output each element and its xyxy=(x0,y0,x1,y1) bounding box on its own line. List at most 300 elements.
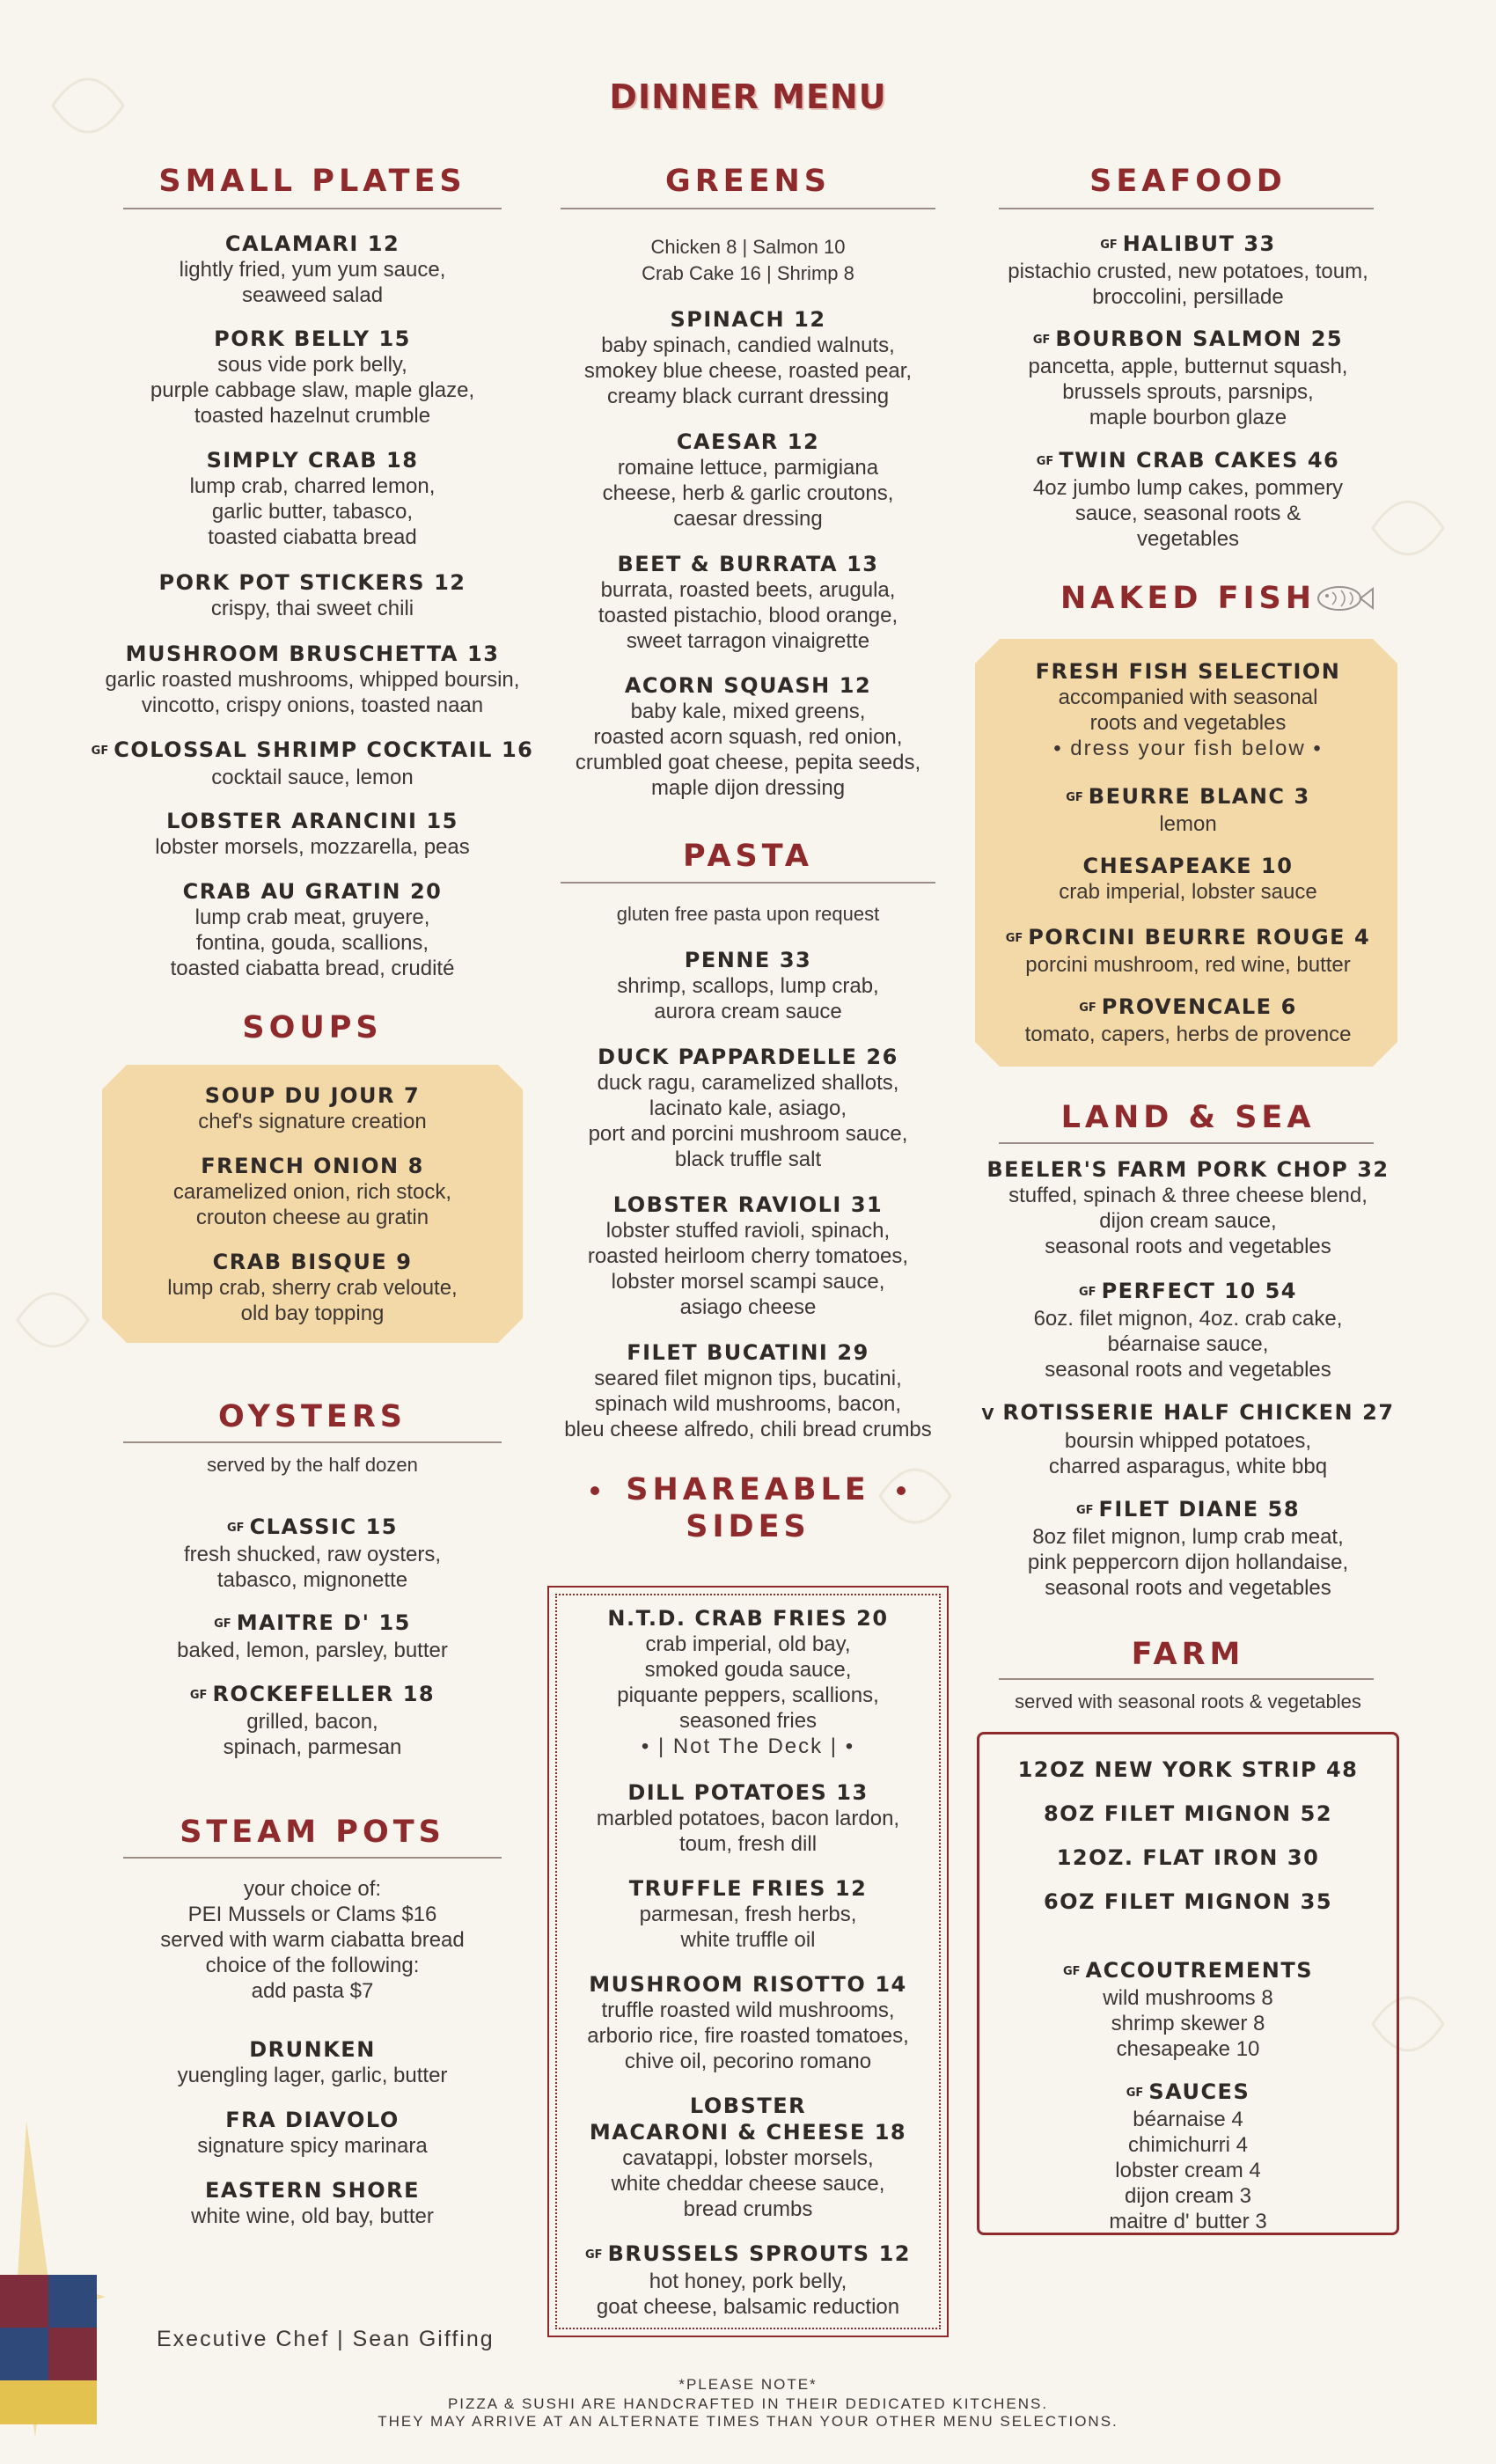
menu-item xyxy=(959,853,1417,905)
intro-line: choice of the following: xyxy=(205,1954,420,1977)
vegetarian-tag: V xyxy=(981,1405,994,1424)
item-desc: caramelized onion, rich stock, xyxy=(172,1180,452,1204)
item-desc: cocktail sauce, lemon xyxy=(211,766,414,789)
item-desc: roasted acorn squash, red onion, xyxy=(593,725,903,749)
item-desc: crumbled goat cheese, pepita seeds, xyxy=(575,751,921,774)
item-name: FILET BUCATINI xyxy=(627,1340,829,1365)
gluten-free-tag: GF xyxy=(1079,1286,1096,1299)
menu-item xyxy=(959,783,1417,837)
item-desc: boursin whipped potatoes, xyxy=(1064,1429,1312,1453)
menu-item xyxy=(959,1399,1417,1479)
item-desc: lump crab, sherry crab veloute, xyxy=(167,1276,458,1300)
item-desc: lemon xyxy=(1159,812,1217,836)
gluten-free-tag: GF xyxy=(1032,334,1051,347)
menu-item xyxy=(959,231,1417,310)
item-desc: tabasco, mignonette xyxy=(216,1568,408,1592)
item-desc: piquante peppers, scallions, xyxy=(617,1683,879,1707)
item-desc: romaine lettuce, parmigiana xyxy=(617,456,879,480)
item-name: TWIN CRAB CAKES xyxy=(1059,448,1299,473)
item-desc: port and porcini mushroom sauce, xyxy=(588,1122,908,1146)
item-desc: tomato, capers, herbs de provence xyxy=(1024,1023,1352,1046)
item-price: 12 xyxy=(434,570,466,595)
item-desc: caesar dressing xyxy=(673,507,823,531)
gluten-free-tag: GF xyxy=(1005,932,1023,945)
oysters-note: served by the half dozen xyxy=(207,1454,418,1476)
item-name: PORCINI BEURRE ROUGE xyxy=(1028,925,1346,950)
item-desc: 4oz jumbo lump cakes, pommery xyxy=(1032,476,1344,500)
item-price: 46 xyxy=(1307,448,1340,473)
menu-item xyxy=(537,1192,959,1320)
heading-line: SIDES xyxy=(686,1509,810,1544)
gluten-free-tag: GF xyxy=(1075,1504,1094,1517)
item-desc: vincotto, crispy onions, toasted naan xyxy=(141,693,484,717)
divider xyxy=(561,208,935,209)
item-name: ACCOUTREMENTS xyxy=(1085,1958,1314,1983)
item-desc: • | Not The Deck | • xyxy=(641,1734,855,1758)
item-desc: burrata, roasted beets, arugula, xyxy=(600,578,896,602)
item-desc: smoked gouda sauce, xyxy=(644,1658,852,1682)
item-desc: creamy black currant dressing xyxy=(606,385,890,408)
item-price: 18 xyxy=(402,1682,436,1706)
item-price: 7 xyxy=(403,1083,421,1108)
item-price: 3 xyxy=(1294,784,1310,809)
item-desc: sauce, seasonal roots & xyxy=(1074,502,1302,525)
item-desc: bread crumbs xyxy=(683,2197,813,2221)
item-desc: chef's signature creation xyxy=(198,1110,427,1133)
menu-item xyxy=(70,808,554,860)
farm-heading: FARM xyxy=(1131,1637,1245,1672)
item-desc: asiago cheese xyxy=(679,1295,817,1319)
item-name: ROTISSERIE HALF CHICKEN xyxy=(1002,1400,1354,1425)
item-desc: roasted heirloom cherry tomatoes, xyxy=(587,1244,909,1268)
divider xyxy=(123,1441,502,1443)
item-name: DUCK PAPPARDELLE xyxy=(598,1045,858,1069)
item-name: CRAB BISQUE xyxy=(212,1250,388,1274)
intro-line: your choice of: xyxy=(243,1877,382,1901)
item-price: 54 xyxy=(1265,1279,1297,1303)
item-desc: spinach wild mushrooms, bacon, xyxy=(594,1392,902,1416)
item-desc: roots and vegetables xyxy=(1089,711,1287,735)
gluten-free-tag: GF xyxy=(1066,791,1083,804)
item-desc: sous vide pork belly, xyxy=(217,353,407,377)
item-desc: parmesan, fresh herbs, xyxy=(639,1903,857,1926)
item-price: 12 xyxy=(839,673,872,698)
gluten-free-tag: GF xyxy=(1062,1965,1081,1978)
item-desc: 6oz. filet mignon, 4oz. crab cake, xyxy=(1033,1307,1343,1331)
menu-item xyxy=(959,1156,1417,1259)
addon-line: Chicken 8 | Salmon 10 xyxy=(650,236,846,258)
menu-item xyxy=(70,878,554,981)
item-name: SAUCES xyxy=(1148,2079,1250,2104)
item-price: 58 xyxy=(1267,1497,1301,1522)
item-desc: white cheddar cheese sauce, xyxy=(611,2172,885,2196)
item-desc: sweet tarragon vinaigrette xyxy=(626,629,870,653)
item-name: SOUP DU JOUR xyxy=(204,1083,395,1108)
item-price: 12 xyxy=(794,307,826,332)
item-price: 4 xyxy=(1354,925,1371,950)
menu-item xyxy=(537,1971,959,2074)
item-desc: maitre d' butter 3 xyxy=(1109,2210,1267,2233)
item-desc: garlic butter, tabasco, xyxy=(211,500,414,524)
intro-line: served with warm ciabatta bread xyxy=(160,1928,465,1952)
item-price: 29 xyxy=(837,1340,869,1365)
steam-pots-intro xyxy=(70,1876,554,2004)
item-desc: baby spinach, candied walnuts, xyxy=(601,334,895,357)
item-name: TRUFFLE FRIES xyxy=(628,1876,826,1901)
item-desc: cheese, herb & garlic croutons, xyxy=(602,481,894,505)
item-desc: old bay topping xyxy=(240,1302,385,1325)
gluten-free-tag: GF xyxy=(189,1689,208,1702)
menu-item xyxy=(70,1153,554,1230)
item-desc: brussels sprouts, parsnips, xyxy=(1062,380,1314,404)
item-name: FRENCH ONION xyxy=(201,1154,400,1178)
item-name: FILET DIANE xyxy=(1098,1497,1259,1522)
item-desc: lacinato kale, asiago, xyxy=(649,1096,847,1120)
menu-item xyxy=(537,947,959,1024)
item-desc: toasted ciabatta bread xyxy=(208,525,417,549)
menu-item xyxy=(70,1249,554,1326)
gluten-free-tag: GF xyxy=(1100,238,1118,252)
item-price: 15 xyxy=(426,809,458,833)
steak-name: 6OZ FILET MIGNON xyxy=(1043,1889,1292,1914)
item-price: 15 xyxy=(378,1610,411,1635)
executive-chef: Executive Chef | Sean Giffing xyxy=(157,2327,495,2351)
item-name: HALIBUT xyxy=(1122,231,1236,256)
item-price: 18 xyxy=(386,448,419,473)
item-desc: bleu cheese alfredo, chili bread crumbs xyxy=(564,1418,932,1441)
intro-line: PEI Mussels or Clams $16 xyxy=(187,1903,437,1926)
item-desc: lump crab, charred lemon, xyxy=(189,474,436,498)
intro-line: add pasta $7 xyxy=(251,1979,374,2003)
dot-ornament xyxy=(590,1486,599,1495)
item-price: 14 xyxy=(875,1972,907,1997)
heading-line: SHAREABLE xyxy=(626,1472,870,1507)
item-name: CHESAPEAKE xyxy=(1082,854,1253,878)
item-desc: hot honey, pork belly, xyxy=(649,2270,847,2293)
accoutrements xyxy=(959,1957,1417,2062)
item-desc: black truffle salt xyxy=(674,1148,822,1171)
gluten-free-tag: GF xyxy=(1079,1001,1096,1015)
item-desc: toasted pistachio, blood orange, xyxy=(598,604,898,627)
item-desc: lobster stuffed ravioli, spinach, xyxy=(605,1219,891,1243)
item-name: MUSHROOM BRUSCHETTA xyxy=(125,642,458,666)
divider xyxy=(561,882,935,884)
item-name: CLASSIC xyxy=(249,1514,357,1539)
item-price: 33 xyxy=(779,948,812,972)
item-desc: béarnaise sauce, xyxy=(1107,1332,1269,1356)
item-desc: seared filet mignon tips, bucatini, xyxy=(594,1367,902,1390)
item-name: FRA DIAVOLO xyxy=(225,2108,400,2132)
item-price: 6 xyxy=(1280,994,1297,1019)
divider xyxy=(123,208,502,209)
item-desc: vegetables xyxy=(1136,527,1240,551)
item-name: DILL POTATOES xyxy=(627,1780,828,1805)
small-plates-heading: SMALL PLATES xyxy=(158,164,466,199)
greens-heading: GREENS xyxy=(665,164,831,199)
item-desc: crab imperial, old bay, xyxy=(645,1632,851,1656)
item-name: DRUNKEN xyxy=(249,2037,376,2062)
menu-item xyxy=(537,429,959,532)
item-desc: truffle roasted wild mushrooms, xyxy=(601,1998,895,2022)
footer-line: THEY MAY ARRIVE AT AN ALTERNATE TIMES THAN YOUR OTHER MENU SELECTIONS. xyxy=(378,2413,1118,2430)
item-name: BEURRE BLANC xyxy=(1088,784,1286,809)
item-desc: lobster morsel scampi sauce, xyxy=(611,1270,885,1294)
steak-price: 30 xyxy=(1287,1845,1320,1870)
item-name: SIMPLY CRAB xyxy=(206,448,378,473)
item-name: ROCKEFELLER xyxy=(212,1682,394,1706)
item-desc: stuffed, spinach & three cheese blend, xyxy=(1008,1184,1368,1207)
item-price: 12 xyxy=(787,429,820,454)
item-desc: pistachio crusted, new potatoes, toum, xyxy=(1008,260,1368,283)
menu-item xyxy=(537,1605,959,1759)
footer-line: PIZZA & SUSHI ARE HANDCRAFTED IN THEIR DEDICATED KITCHENS. xyxy=(447,2395,1049,2412)
item-desc: toasted ciabatta bread, crudité xyxy=(170,957,455,980)
menu-item xyxy=(537,672,959,801)
item-price: 12 xyxy=(878,2241,911,2266)
item-desc: seasonal roots and vegetables xyxy=(1045,1358,1331,1382)
item-name: N.T.D. CRAB FRIES xyxy=(607,1606,848,1631)
item-desc: garlic roasted mushrooms, whipped boursin, xyxy=(105,668,520,692)
menu-item xyxy=(70,447,554,550)
shareable-sides-heading xyxy=(537,1471,959,1545)
item-desc: • dress your fish below • xyxy=(1053,737,1323,760)
item-desc: shrimp skewer 8 xyxy=(1111,2012,1265,2035)
item-name: PENNE xyxy=(684,948,771,972)
sauces xyxy=(959,2079,1417,2234)
item-desc: lobster morsels, mozzarella, peas xyxy=(155,835,470,859)
divider xyxy=(999,208,1374,209)
item-name: PORK BELLY xyxy=(214,326,370,351)
item-name: CRAB AU GRATIN xyxy=(182,879,401,904)
menu-item xyxy=(959,1278,1417,1382)
item-desc: baby kale, mixed greens, xyxy=(630,700,866,723)
gluten-free-tag: GF xyxy=(1126,2086,1144,2100)
item-desc: shrimp, scallops, lump crab, xyxy=(617,974,879,998)
item-price: 31 xyxy=(850,1192,884,1217)
item-desc: chimichurri 4 xyxy=(1127,2133,1249,2157)
item-desc: white truffle oil xyxy=(680,1928,816,1952)
item-desc: smokey blue cheese, roasted pear, xyxy=(583,359,913,383)
gluten-free-tag: GF xyxy=(214,1617,231,1631)
item-price: 13 xyxy=(847,552,879,576)
item-name: LOBSTER xyxy=(689,2094,807,2118)
item-price: 15 xyxy=(378,326,411,351)
item-name: CAESAR xyxy=(676,429,779,454)
item-desc: seasonal roots and vegetables xyxy=(1045,1235,1331,1258)
steak-list xyxy=(959,1748,1417,1924)
item-desc: 8oz filet mignon, lump crab meat, xyxy=(1032,1525,1344,1549)
item-price: 18 xyxy=(874,2120,907,2145)
item-price: 8 xyxy=(407,1154,424,1178)
gluten-free-tag: GF xyxy=(227,1522,245,1535)
item-desc: accompanied with seasonal xyxy=(1058,686,1318,709)
item-desc: chesapeake 10 xyxy=(1116,2037,1260,2061)
steak-price: 48 xyxy=(1325,1757,1359,1782)
item-desc: grilled, bacon, xyxy=(246,1710,378,1734)
divider xyxy=(123,1857,502,1859)
land-sea-heading: LAND & SEA xyxy=(1060,1100,1316,1135)
item-desc: marbled potatoes, bacon lardon, xyxy=(596,1807,900,1830)
fish-icon xyxy=(1313,576,1375,620)
menu-item xyxy=(959,658,1417,761)
item-price: 27 xyxy=(1362,1400,1395,1425)
item-name: PROVENCALE xyxy=(1101,994,1272,1019)
item-desc: wild mushrooms 8 xyxy=(1103,1986,1273,2010)
item-desc: seasoned fries xyxy=(678,1709,818,1733)
item-desc: fresh shucked, raw oysters, xyxy=(183,1543,442,1566)
item-desc: fontina, gouda, scallions, xyxy=(195,931,429,955)
divider xyxy=(999,1678,1374,1680)
menu-item xyxy=(70,641,554,718)
item-desc: toasted hazelnut crumble xyxy=(194,404,431,428)
menu-item xyxy=(70,2036,554,2088)
gluten-free-tag: GF xyxy=(585,2248,603,2262)
steak-name: 12OZ. FLAT IRON xyxy=(1056,1845,1279,1870)
item-desc: crispy, thai sweet chili xyxy=(210,597,414,620)
item-name: FRESH FISH SELECTION xyxy=(1035,659,1341,684)
item-price: 25 xyxy=(1310,326,1344,351)
item-name-line2: MACARONI & CHEESE xyxy=(589,2120,866,2145)
menu-item xyxy=(537,1044,959,1172)
menu-item xyxy=(537,2240,959,2320)
menu-item xyxy=(959,994,1417,1047)
steak-name: 12OZ NEW YORK STRIP xyxy=(1017,1757,1317,1782)
item-name: COLOSSAL SHRIMP COCKTAIL xyxy=(114,737,493,762)
footer-note: *PLEASE NOTE* xyxy=(678,2376,818,2393)
item-name: CALAMARI xyxy=(224,231,359,256)
item-name: MUSHROOM RISOTTO xyxy=(589,1972,867,1997)
item-price: 16 xyxy=(501,737,534,762)
pasta-note: gluten free pasta upon request xyxy=(616,903,880,925)
dot-ornament xyxy=(897,1486,906,1495)
item-desc: cavatappi, lobster morsels, xyxy=(622,2146,874,2170)
item-desc: yuengling lager, garlic, butter xyxy=(177,2064,448,2087)
item-name: EASTERN SHORE xyxy=(204,2178,421,2203)
seafood-heading: SEAFOOD xyxy=(1089,164,1287,199)
item-desc: pancetta, apple, butternut squash, xyxy=(1028,355,1348,378)
item-desc: crab imperial, lobster sauce xyxy=(1059,880,1317,904)
item-desc: signature spicy marinara xyxy=(197,2134,428,2158)
item-price: 13 xyxy=(836,1780,869,1805)
item-desc: maple bourbon glaze xyxy=(1089,406,1287,429)
item-price: 12 xyxy=(834,1876,868,1901)
pasta-heading: PASTA xyxy=(683,839,813,874)
item-desc: pink peppercorn dijon hollandaise, xyxy=(1027,1551,1349,1574)
item-name: SPINACH xyxy=(670,307,786,332)
steak-name: 8OZ FILET MIGNON xyxy=(1043,1801,1292,1826)
item-desc: white wine, old bay, butter xyxy=(191,2204,434,2228)
steam-pots-heading: STEAM POTS xyxy=(180,1815,445,1850)
menu-item xyxy=(70,737,554,790)
gluten-free-tag: GF xyxy=(1036,455,1054,468)
item-price: 32 xyxy=(1357,1157,1390,1182)
item-name: LOBSTER RAVIOLI xyxy=(612,1192,842,1217)
menu-item xyxy=(537,1339,959,1442)
naked-fish-heading: NAKED FISH xyxy=(1060,581,1316,616)
divider xyxy=(999,1142,1374,1144)
menu-item xyxy=(70,1514,554,1593)
item-name: BEET & BURRATA xyxy=(617,552,839,576)
item-name: BOURBON SALMON xyxy=(1055,326,1302,351)
soups-heading: SOUPS xyxy=(242,1010,383,1045)
item-price: 33 xyxy=(1243,231,1276,256)
item-price: 26 xyxy=(866,1045,898,1069)
item-price: 20 xyxy=(409,879,443,904)
menu-item xyxy=(70,2177,554,2229)
item-name: ACORN SQUASH xyxy=(624,673,831,698)
oysters-heading: OYSTERS xyxy=(218,1399,407,1434)
menu-item xyxy=(537,551,959,654)
item-desc: lump crab meat, gruyere, xyxy=(194,906,430,929)
steak-price: 52 xyxy=(1300,1801,1333,1826)
item-price: 10 xyxy=(1261,854,1294,878)
item-desc: seaweed salad xyxy=(241,283,384,307)
item-name: PERFECT 10 xyxy=(1101,1279,1257,1303)
item-desc: maple dijon dressing xyxy=(650,776,846,800)
item-desc: spinach, parmesan xyxy=(223,1735,402,1759)
addon-line: Crab Cake 16 | Shrimp 8 xyxy=(642,262,854,284)
item-name: MAITRE D' xyxy=(236,1610,370,1635)
menu-item xyxy=(70,326,554,429)
item-desc: dijon cream 3 xyxy=(1124,2184,1252,2208)
menu-item xyxy=(959,924,1417,978)
item-desc: charred asparagus, white bbq xyxy=(1048,1455,1328,1478)
steak-price: 35 xyxy=(1300,1889,1333,1914)
greens-addons xyxy=(537,234,959,287)
item-desc: béarnaise 4 xyxy=(1133,2108,1243,2131)
item-desc: aurora cream sauce xyxy=(654,1000,842,1023)
item-price: 20 xyxy=(856,1606,889,1631)
menu-item xyxy=(70,2107,554,2159)
menu-item xyxy=(537,1779,959,1857)
item-desc: seasonal roots and vegetables xyxy=(1045,1576,1331,1600)
menu-item xyxy=(959,326,1417,430)
page-title: DINNER MENU xyxy=(609,77,887,116)
item-name: PORK POT STICKERS xyxy=(158,570,426,595)
item-desc: duck ragu, caramelized shallots, xyxy=(597,1071,899,1095)
menu-item xyxy=(70,1681,554,1760)
item-price: 12 xyxy=(367,231,400,256)
item-price: 9 xyxy=(396,1250,413,1274)
farm-note: served with seasonal roots & vegetables xyxy=(1015,1690,1361,1712)
menu-item xyxy=(537,2093,959,2222)
item-desc: purple cabbage slaw, maple glaze, xyxy=(150,378,475,402)
item-name: BEELER'S FARM PORK CHOP xyxy=(986,1157,1349,1182)
menu-item xyxy=(537,306,959,409)
menu-item xyxy=(70,569,554,621)
menu-item xyxy=(537,1875,959,1953)
item-desc: goat cheese, balsamic reduction xyxy=(596,2295,900,2319)
menu-item xyxy=(70,1610,554,1663)
item-name: LOBSTER ARANCINI xyxy=(166,809,418,833)
menu-item xyxy=(959,447,1417,552)
item-desc: chive oil, pecorino romano xyxy=(624,2050,872,2073)
item-desc: lightly fried, yum yum sauce, xyxy=(179,258,446,282)
menu-item xyxy=(70,1082,554,1134)
item-desc: lobster cream 4 xyxy=(1115,2159,1261,2182)
item-desc: toum, fresh dill xyxy=(678,1832,818,1856)
menu-item xyxy=(959,1496,1417,1601)
item-desc: broccolini, persillade xyxy=(1092,285,1284,309)
item-price: 13 xyxy=(467,642,500,666)
item-desc: baked, lemon, parsley, butter xyxy=(177,1639,448,1662)
gluten-free-tag: GF xyxy=(91,744,109,758)
item-price: 15 xyxy=(365,1514,398,1539)
item-desc: arborio rice, fire roasted tomatoes, xyxy=(587,2024,909,2048)
item-name: BRUSSELS SPROUTS xyxy=(607,2241,870,2266)
item-desc: porcini mushroom, red wine, butter xyxy=(1025,953,1351,977)
menu-item xyxy=(70,231,554,308)
